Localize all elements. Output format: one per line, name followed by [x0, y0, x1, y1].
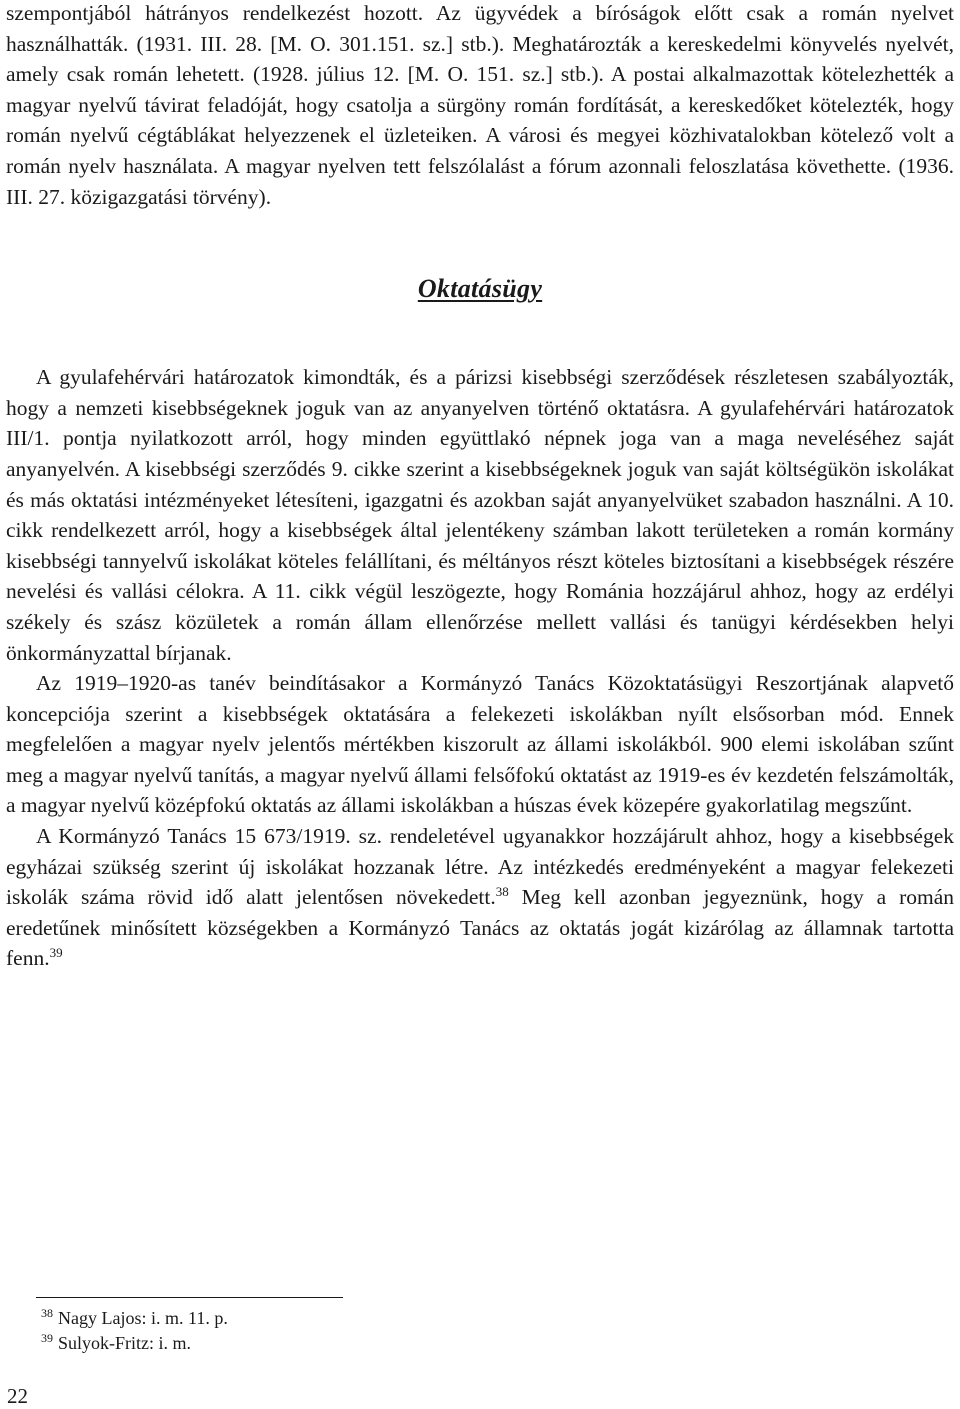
document-page [6, 0, 954, 974]
section-heading-text: Oktatásügy [417, 274, 543, 304]
footnote-39 [41, 1331, 228, 1356]
footnote-text: Sulyok-Fritz: i. m. [58, 1333, 192, 1353]
footnotes [41, 1306, 228, 1356]
page-number: 22 [7, 1384, 28, 1408]
footnote-text: Nagy Lajos: i. m. 11. p. [58, 1308, 228, 1328]
footnote-ref-39[interactable]: 39 [49, 945, 63, 961]
section-heading [6, 274, 954, 304]
body-paragraph-3-part-2: Meg kell azonban jegyeznünk, hogy a román eredetűnek minősített községekben a Kormányzó Tanács az oktatás jogát kizárólag az államnak tartotta fenn. [6, 885, 954, 971]
footnote-38 [41, 1306, 228, 1331]
body-paragraph-3 [6, 821, 954, 974]
footnote-number: 39 [41, 1331, 53, 1345]
body-paragraph-2: Az 1919–1920-as tanév beindításakor a Kormányzó Tanács Közoktatásügyi Reszortjának alapvető koncepciója szerint a kisebbségek oktatására a felekezeti iskolákban nyílt elsősorban mód. Ennek megfelelően a magyar nyelv jelentős mértékben kiszorult az állami iskolákból. 900 elemi iskolában szűnt meg a magyar nyelvű tanítás, a magyar nyelvű állami felsőfokú oktatást az 1919-es év kezdetén felszámolták, a magyar nyelvű középfokú oktatás az állami iskolákban a húszas évek közepére gyakorlatilag megszűnt. [6, 671, 954, 818]
footnote-divider [36, 1297, 343, 1298]
footnote-number: 38 [41, 1306, 53, 1320]
footnote-ref-38[interactable]: 38 [495, 884, 509, 900]
body-paragraph-3-part-1: A Kormányzó Tanács 15 673/1919. sz. rendeletével ugyanakkor hozzájárult ahhoz, hogy a kisebbségek egyházai szükség szerint új iskolákat hozzanak létre. Az intézkedés eredményeként a magyar felekezeti iskolák száma rövid idő alatt jelentősen növekedett. [6, 824, 954, 910]
intro-paragraph: szempontjából hátrányos rendelkezést hozott. Az ügyvédek a bíróságok előtt csak a román nyelvet használhatták. (1931. III. 28. [M. O. 301.151. sz.] stb.). Meghatározták a kereskedelmi könyvelés nyelvét, amely csak román lehetett. (1928. július 12. [M. O. 151. sz.] stb.). A postai alkalmazottak kötelezhették a magyar nyelvű távirat feladóját, hogy csatolja a sürgöny román fordítását, a kereskedőket kötelezték, hogy román nyelvű cégtáblákat helyezzenek el üzleteiken. A városi és megyei közhivatalokban kötelező volt a román nyelv használata. A magyar nyelven tett felszólalást a fórum azonnali feloszlatása követhette. (1936. III. 27. közigazgatási törvény). [6, 1, 954, 209]
body-paragraph-1: A gyulafehérvári határozatok kimondták, és a párizsi kisebbségi szerződések részletesen szabályozták, hogy a nemzeti kisebbségeknek joguk van az anyanyelven történő oktatásra. A gyulafehérvári határozatok III/1. pontja nyilatkozott arról, hogy minden együttlakó népnek joga van a maga neveléséhez saját anyanyelvén. A kisebbségi szerződés 9. cikke szerint a kisebbségeknek joguk van saját költségükön iskolákat és más oktatási intézményeket létesíteni, igazgatni és azokban saját anyanyelvüket szabadon használni. A 10. cikk rendelkezett arról, hogy a kisebbségek által jelentékeny számban lakott területeken a román kormány kisebbségi tannyelvű iskolákat köteles felállítani, és méltányos részt köteles biztosítani a kisebbségek részére nevelési és vallási célokra. A 11. cikk végül leszögezte, hogy Románia hozzájárul ahhoz, hogy az erdélyi székely és szász közületek a román állam ellenőrzése mellett vallási és tanügyi kérdésekben helyi önkormányzattal bírjanak. [6, 365, 954, 665]
